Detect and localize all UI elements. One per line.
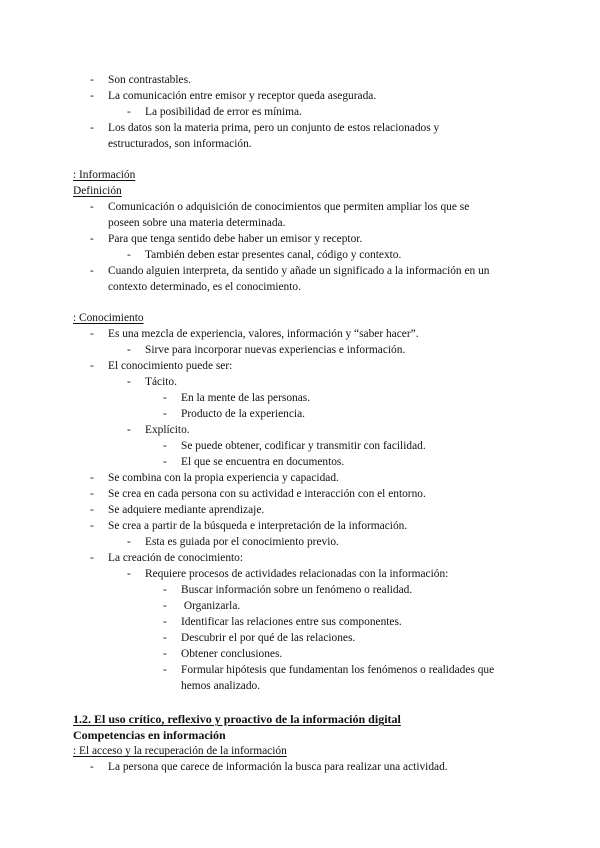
list-item: También deben estar presentes canal, código y contexto.	[145, 249, 402, 261]
bullet-dash: -	[90, 74, 94, 86]
bullet-dash: -	[163, 440, 167, 452]
bullet-dash: -	[163, 632, 167, 644]
bullet-dash: -	[127, 568, 131, 580]
bullet-dash: -	[90, 201, 94, 213]
bullet-dash: -	[90, 761, 94, 773]
bullet-dash: -	[90, 90, 94, 102]
list-item: Se combina con la propia experiencia y capacidad.	[108, 472, 339, 484]
bullet-dash: -	[90, 122, 94, 134]
section-title: 1.2. El uso crítico, reflexivo y proactivo de la información digital	[73, 712, 401, 726]
subheading-definicion: Definición	[73, 185, 122, 197]
bullet-dash: -	[163, 584, 167, 596]
list-item: Tácito.	[145, 376, 177, 388]
bullet-dash: -	[163, 392, 167, 404]
list-item: Esta es guiada por el conocimiento previo.	[145, 536, 339, 548]
bullet-dash: -	[127, 344, 131, 356]
list-item: La creación de conocimiento:	[108, 552, 244, 564]
list-item-continuation: poseen sobre una materia determinada.	[108, 217, 286, 229]
list-item: La persona que carece de información la busca para realizar una actividad.	[108, 761, 448, 773]
list-item: Sirve para incorporar nuevas experiencias e información.	[145, 344, 406, 356]
bullet-dash: -	[90, 472, 94, 484]
list-item: Obtener conclusiones.	[181, 648, 283, 660]
bullet-dash: -	[127, 536, 131, 548]
section-heading-acceso: : El acceso y la recuperación de la información	[73, 745, 287, 757]
bullet-dash: -	[90, 360, 94, 372]
list-item: Se crea en cada persona con su actividad e interacción con el entorno.	[108, 488, 426, 500]
list-item: Comunicación o adquisición de conocimientos que permiten ampliar los que se	[108, 201, 470, 213]
bullet-dash: -	[163, 648, 167, 660]
bullet-dash: -	[163, 616, 167, 628]
bullet-dash: -	[127, 424, 131, 436]
list-item: Explícito.	[145, 424, 190, 436]
bullet-dash: -	[163, 408, 167, 420]
list-item: El que se encuentra en documentos.	[181, 456, 345, 468]
bullet-dash: -	[90, 328, 94, 340]
bullet-dash: -	[90, 265, 94, 277]
list-item: Organizarla.	[181, 600, 241, 612]
bullet-dash: -	[163, 456, 167, 468]
list-item: En la mente de las personas.	[181, 392, 311, 404]
bullet-dash: -	[90, 488, 94, 500]
section-heading-informacion: : Información	[73, 169, 136, 181]
list-item: Se puede obtener, codificar y transmitir con facilidad.	[181, 440, 426, 452]
bullet-dash: -	[90, 504, 94, 516]
list-item: Buscar información sobre un fenómeno o realidad.	[181, 584, 413, 596]
list-item-continuation: hemos analizado.	[181, 680, 261, 692]
bullet-dash: -	[127, 249, 131, 261]
list-item: Identificar las relaciones entre sus componentes.	[181, 616, 402, 628]
list-item: Requiere procesos de actividades relacionadas con la información:	[145, 568, 449, 580]
list-item: Cuando alguien interpreta, da sentido y añade un significado a la información en un	[108, 265, 490, 277]
bullet-dash: -	[127, 376, 131, 388]
section-subtitle: Competencias en información	[73, 728, 226, 742]
list-item: La comunicación entre emisor y receptor queda asegurada.	[108, 90, 377, 102]
list-item: Se adquiere mediante aprendizaje.	[108, 504, 265, 516]
list-item: Para que tenga sentido debe haber un emisor y receptor.	[108, 233, 363, 245]
list-item: Producto de la experiencia.	[181, 408, 305, 420]
bullet-dash: -	[127, 106, 131, 118]
list-item: La posibilidad de error es mínima.	[145, 106, 302, 118]
bullet-dash: -	[90, 233, 94, 245]
list-item: Los datos son la materia prima, pero un conjunto de estos relacionados y	[108, 122, 440, 134]
list-item: Se crea a partir de la búsqueda e interpretación de la información.	[108, 520, 408, 532]
list-item: Es una mezcla de experiencia, valores, información y “saber hacer”.	[108, 328, 419, 340]
list-item: Descubrir el por qué de las relaciones.	[181, 632, 356, 644]
bullet-dash: -	[90, 552, 94, 564]
list-item: Son contrastables.	[108, 74, 191, 86]
bullet-dash: -	[90, 520, 94, 532]
bullet-dash: -	[163, 600, 167, 612]
bullet-dash: -	[163, 664, 167, 676]
list-item: Formular hipótesis que fundamentan los fenómenos o realidades que	[181, 664, 495, 676]
section-heading-conocimiento: : Conocimiento	[73, 312, 144, 324]
list-item-continuation: estructurados, son información.	[108, 138, 252, 150]
list-item-continuation: contexto determinado, es el conocimiento.	[108, 281, 301, 293]
list-item: El conocimiento puede ser:	[108, 360, 233, 372]
